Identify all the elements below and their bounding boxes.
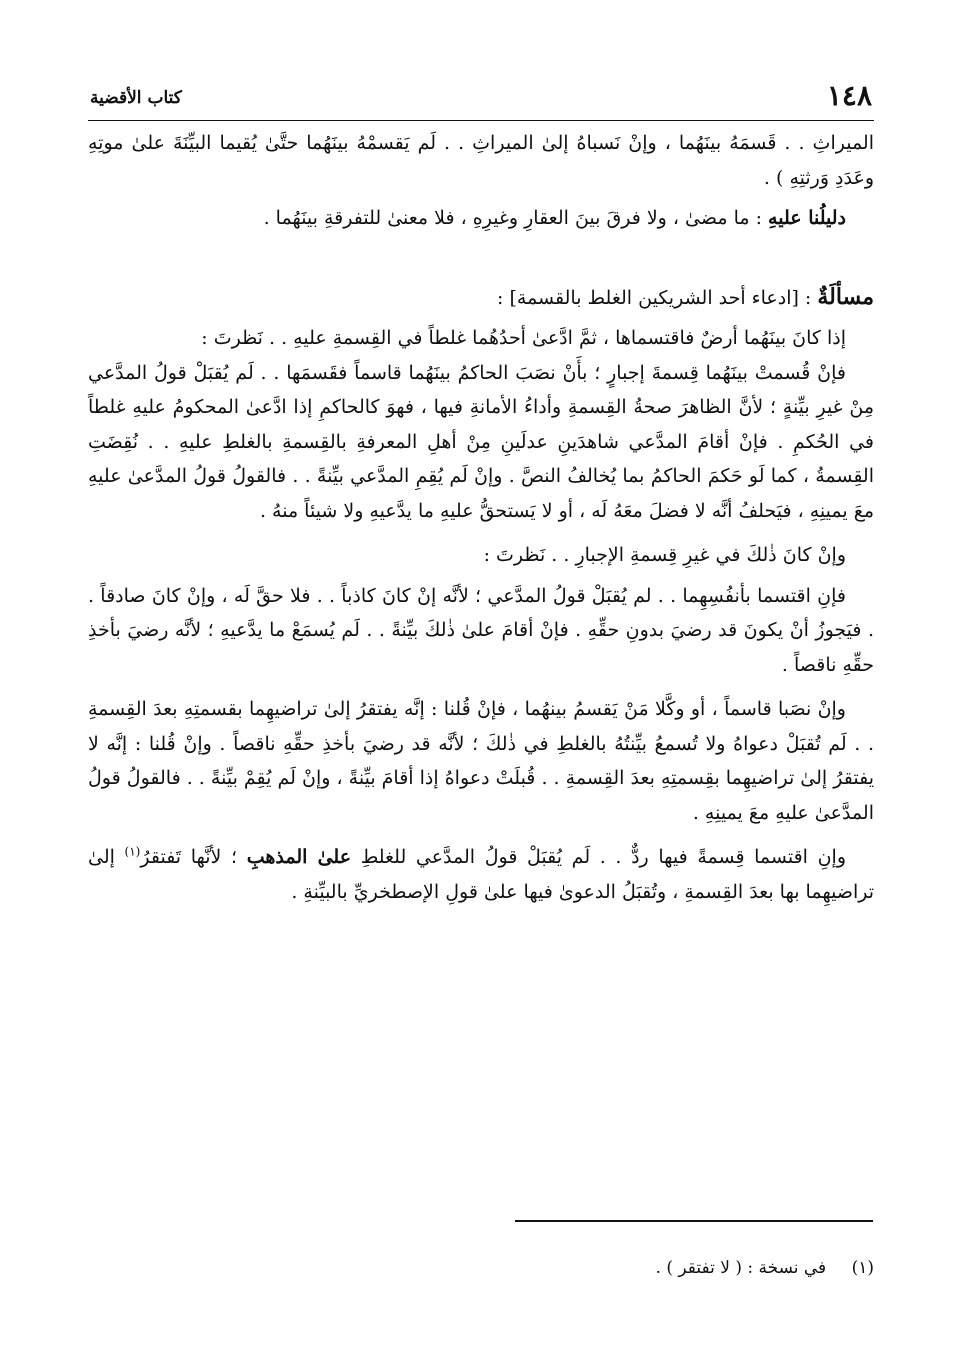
body-text — [88, 126, 874, 909]
footnote — [88, 1254, 874, 1282]
footnote-number: (١) — [851, 1258, 874, 1278]
evidence-text: : ما مضىٰ ، ولا فرقَ بينَ العقارِ وغيرِهِ ، فلا معنىٰ للتفرقةِ بينَهُما . — [263, 207, 769, 229]
paragraph: وإنْ نصَبا قاسماً ، أو وكَّلا مَنْ يَقسمُ بينهُما ، فإنْ قُلنا : إنَّه يفتقرُ إلىٰ تراضيهِما بقسمتِهِ بعدَ القِسمةِ . . لَم تُقبَلْ دعواهُ ولا تُسمعُ بيِّنتُهُ بالغلطِ في ذٰلكَ ؛ لأنَّه قد رضيَ بأخذِ حقِّهِ ناقصاً . وإنْ قُلنا : إنَّه لا يفتقرُ إلىٰ تراضيهِما بقِسمتِهِ بعدَ القِسمةِ . . قُبلَتْ دعواهُ إذا أقامَ بيِّنةً ، وإنْ لَم يُقِمْ بيِّنةً . . فالقولُ قولُ المدَّعىٰ عليهِ معَ يمينِهِ . — [88, 698, 874, 824]
issue-title: : [ادعاء أحد الشريكين الغلط بالقسمة] : — [497, 286, 818, 309]
paragraph: فإنْ قُسمتْ بينَهُما قِسمةَ إجبارٍ ؛ بأَنْ نصَبَ الحاكمُ بينَهُما قاسماً فقَسمَها . . لَم يُقبَلْ قولُ المدَّعي مِنْ غيرِ بيِّنةٍ ؛ لأنَّ الظاهرَ صحةُ القِسمةِ وأداءُ الأمانةِ فيها ، فهوَ كالحاكمِ إذا ادَّعىٰ المحكومُ عليهِ غلطاً في الحُكمِ . فإنْ أقامَ المدَّعي شاهدَينِ عدلَينِ مِنْ أهلِ المعرفةِ بالقِسمةِ بالغلطِ عليهِ . . نُقِضَتِ القِسمةُ ، كما لَو حَكمَ الحاكمُ بما يُخالفُ النصَّ . وإنْ لَم يُقِمِ المدَّعي بيِّنةً . . فالقولُ قولُ المدَّعىٰ عليهِ معَ يمينِهِ ، فيَحلفُ أنَّه لا فضلَ معَهُ لَه ، أو لا يَستحقُّ عليهِ ما يدَّعيهِ ولا شيئاً منهُ . — [88, 361, 874, 522]
paragraph-evidence — [88, 201, 874, 236]
text-run: إلىٰ تراضيهِما بها بعدَ القِسمةِ ، وتُقبَلُ الدعوىٰ فيها علىٰ قولِ الإصطخريِّ بالبيِّنةِ . — [88, 846, 874, 903]
text-run: وإنِ اقتسما قِسمةً فيها ردٌّ . . لَم يُقبَلْ قولُ المدَّعي للغلطِ — [351, 846, 846, 868]
footnote-divider — [515, 1220, 873, 1222]
page-number: ١٤٨ — [826, 79, 872, 112]
paragraph: وإنْ كانَ ذٰلكَ في غيرِ قِسمةِ الإجبارِ . . نَظرتَ : — [483, 544, 846, 566]
text-run: ؛ لأنَّها تَفتقرُ — [140, 846, 247, 868]
header-divider — [88, 120, 874, 121]
paragraph — [88, 840, 874, 909]
paragraph-continuation: الميراثِ . . قَسمَهُ بينَهُما ، وإنْ نَسباهُ إلىٰ الميراثِ . . لَم يَقسمْهُ بينَهُما حتَّىٰ يُقيما البيِّنَةَ علىٰ موتِهِ وعَدَدِ وَرثتِهِ ) . — [88, 132, 874, 189]
footnote-reference: (١) — [124, 844, 141, 859]
paragraph: إذا كانَ بينَهُما أرضٌ فاقتسماها ، ثمَّ ادَّعىٰ أحدُهُما غلطاً في القِسمةِ عليهِ . . نَظرتَ : — [201, 327, 846, 349]
evidence-lead: دليلُنا عليهِ — [768, 207, 846, 229]
footnote-text: في نسخة : ( لا تفتقر ) . — [655, 1258, 827, 1278]
paragraph: فإنِ اقتسما بأنفُسِهِما . . لم يُقبَلْ قولُ المدَّعي ؛ لأنَّه إنْ كانَ كاذباً . . فلا حقَّ لَه ، وإنْ كانَ صادقاً . . فيَجوزُ أنْ يكونَ قد رضيَ بدونِ حقِّهِ . فإنْ أقامَ علىٰ ذٰلكَ بيِّنةً . . لَم يُسمَعْ ما يدَّعيهِ ؛ لأنَّه رضيَ بأخذِ حقِّهِ ناقصاً . — [88, 584, 874, 676]
page-header — [88, 78, 874, 118]
issue-heading — [88, 280, 874, 316]
issue-label: مسألَةٌ — [817, 283, 874, 310]
bold-run: علىٰ المذهبِ — [246, 846, 352, 868]
book-title: كتاب الأقضية — [90, 88, 182, 108]
